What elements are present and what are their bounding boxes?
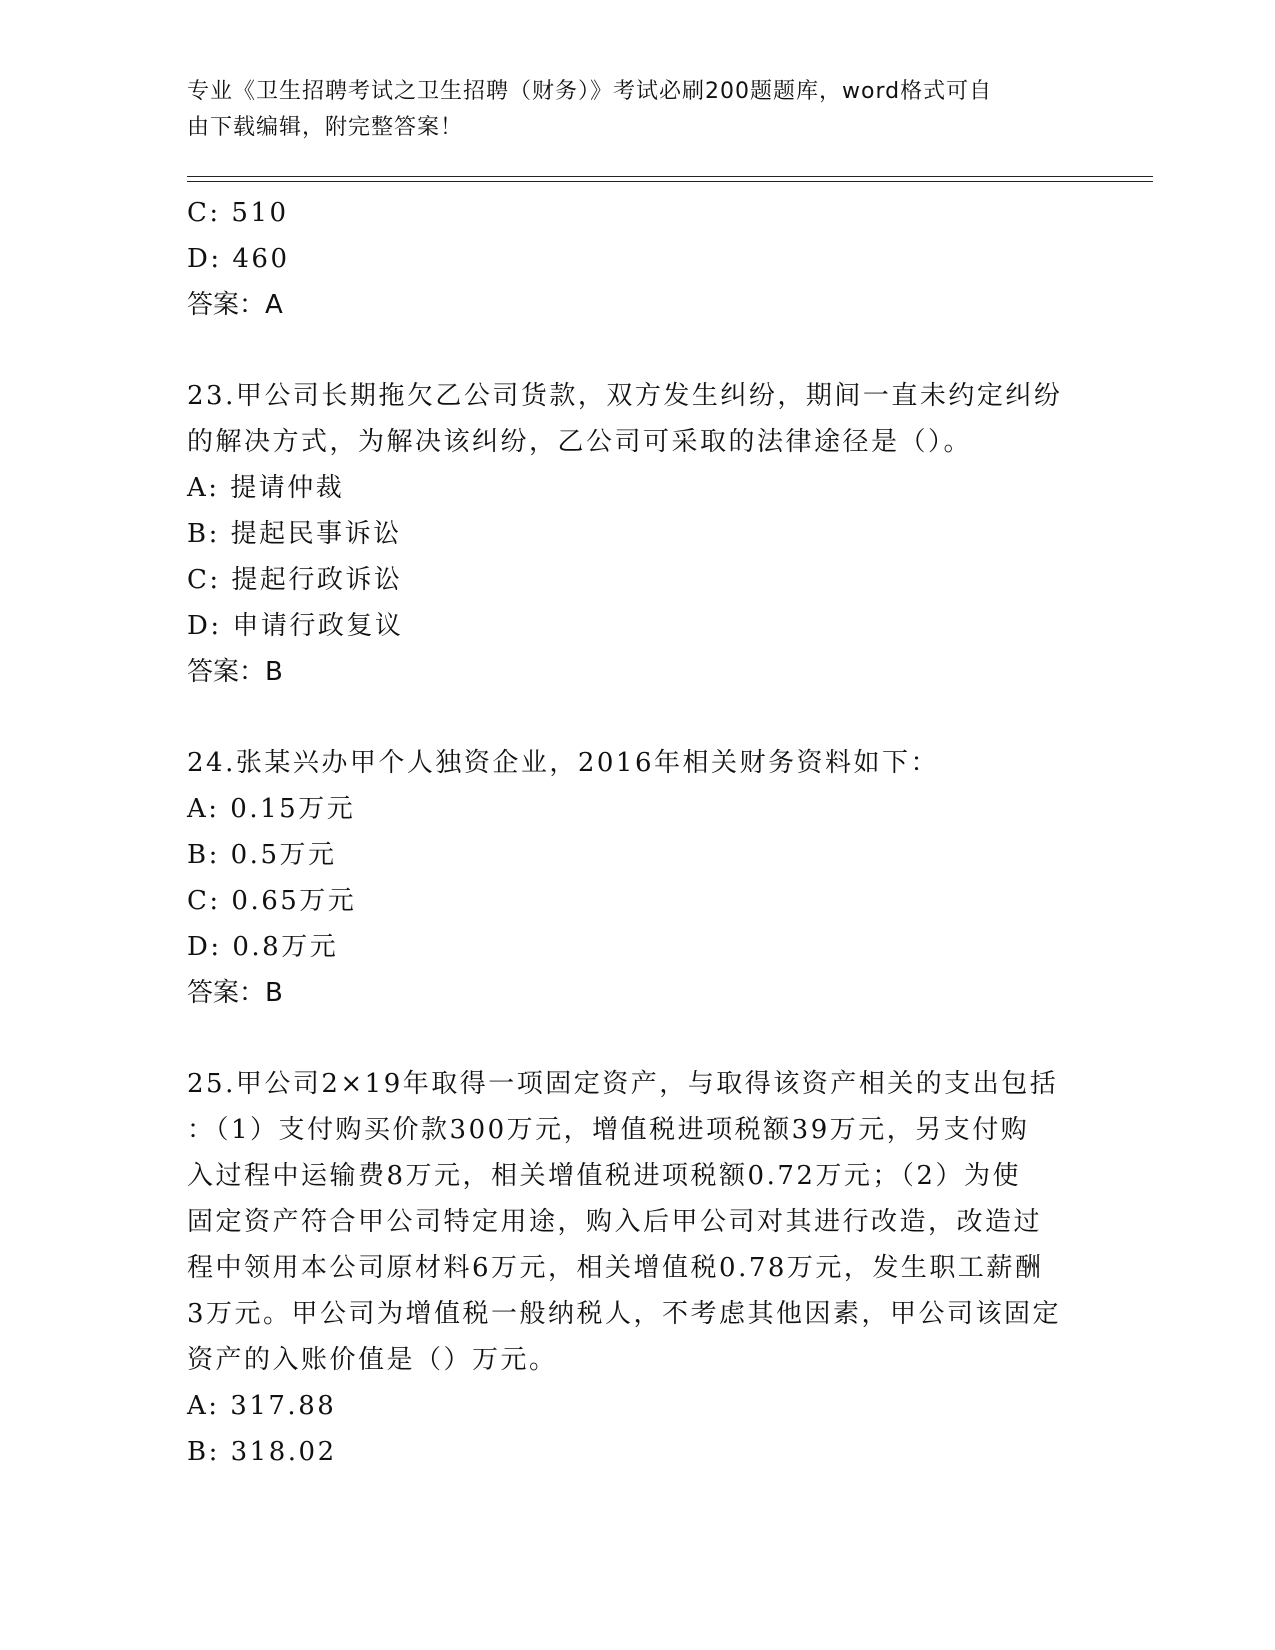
question-stem-line: 23.甲公司长期拖欠乙公司货款，双方发生纠纷，期间一直未约定纠纷 (187, 381, 1063, 411)
document-header (187, 74, 1067, 146)
answer: 答案：B (187, 978, 283, 1008)
answer: 答案：B (187, 657, 283, 687)
option-d: D: 0.8万元 (187, 932, 339, 962)
question-stem-line: 程中领用本公司原材料6万元，相关增值税0.78万元，发生职工薪酬 (187, 1253, 1044, 1283)
question-stem-line: 25.甲公司2×19年取得一项固定资产，与取得该资产相关的支出包括 (187, 1069, 1059, 1099)
question-stem: 24.张某兴办甲个人独资企业，2016年相关财务资料如下： (187, 748, 940, 778)
option-c: C: 0.65万元 (187, 886, 357, 916)
spacer (187, 328, 1087, 373)
question-stem-line: 3万元。甲公司为增值税一般纳税人，不考虑其他因素，甲公司该固定 (187, 1299, 1062, 1329)
option-c: C: 510 (187, 198, 289, 228)
option-d: D: 申请行政复议 (187, 611, 404, 641)
header-divider-bottom (187, 181, 1153, 182)
option-a: A: 317.88 (187, 1391, 337, 1421)
question-stem-line: 入过程中运输费8万元，相关增值税进项税额0.72万元；（2）为使 (187, 1161, 1021, 1191)
question-24 (187, 740, 1087, 1016)
spacer (187, 1016, 1087, 1061)
option-b: B: 0.5万元 (187, 840, 337, 870)
option-d: D: 460 (187, 244, 290, 274)
option-b: B: 318.02 (187, 1437, 337, 1467)
question-22 (187, 190, 1087, 328)
header-divider-top (187, 176, 1153, 177)
option-a: A: 0.15万元 (187, 794, 356, 824)
question-23 (187, 373, 1087, 695)
header-line-2: 由下载编辑，附完整答案！ (187, 115, 464, 140)
document-body (187, 190, 1087, 1475)
question-stem-line: 的解决方式，为解决该纠纷，乙公司可采取的法律途径是（）。 (187, 427, 973, 457)
question-25 (187, 1061, 1087, 1475)
answer: 答案：A (187, 290, 283, 320)
question-stem-line: ：（1）支付购买价款300万元，增值税进项税额39万元，另支付购 (187, 1115, 1030, 1145)
spacer (187, 695, 1087, 740)
question-stem-line: 固定资产符合甲公司特定用途，购入后甲公司对其进行改造，改造过 (187, 1207, 1043, 1237)
option-b: B: 提起民事诉讼 (187, 519, 402, 549)
question-stem-line: 资产的入账价值是（）万元。 (187, 1345, 558, 1375)
option-c: C: 提起行政诉讼 (187, 565, 403, 595)
header-line-1: 专业《卫生招聘考试之卫生招聘（财务）》考试必刷200题题库，word格式可自 (187, 79, 993, 104)
option-a: A: 提请仲裁 (187, 473, 345, 503)
